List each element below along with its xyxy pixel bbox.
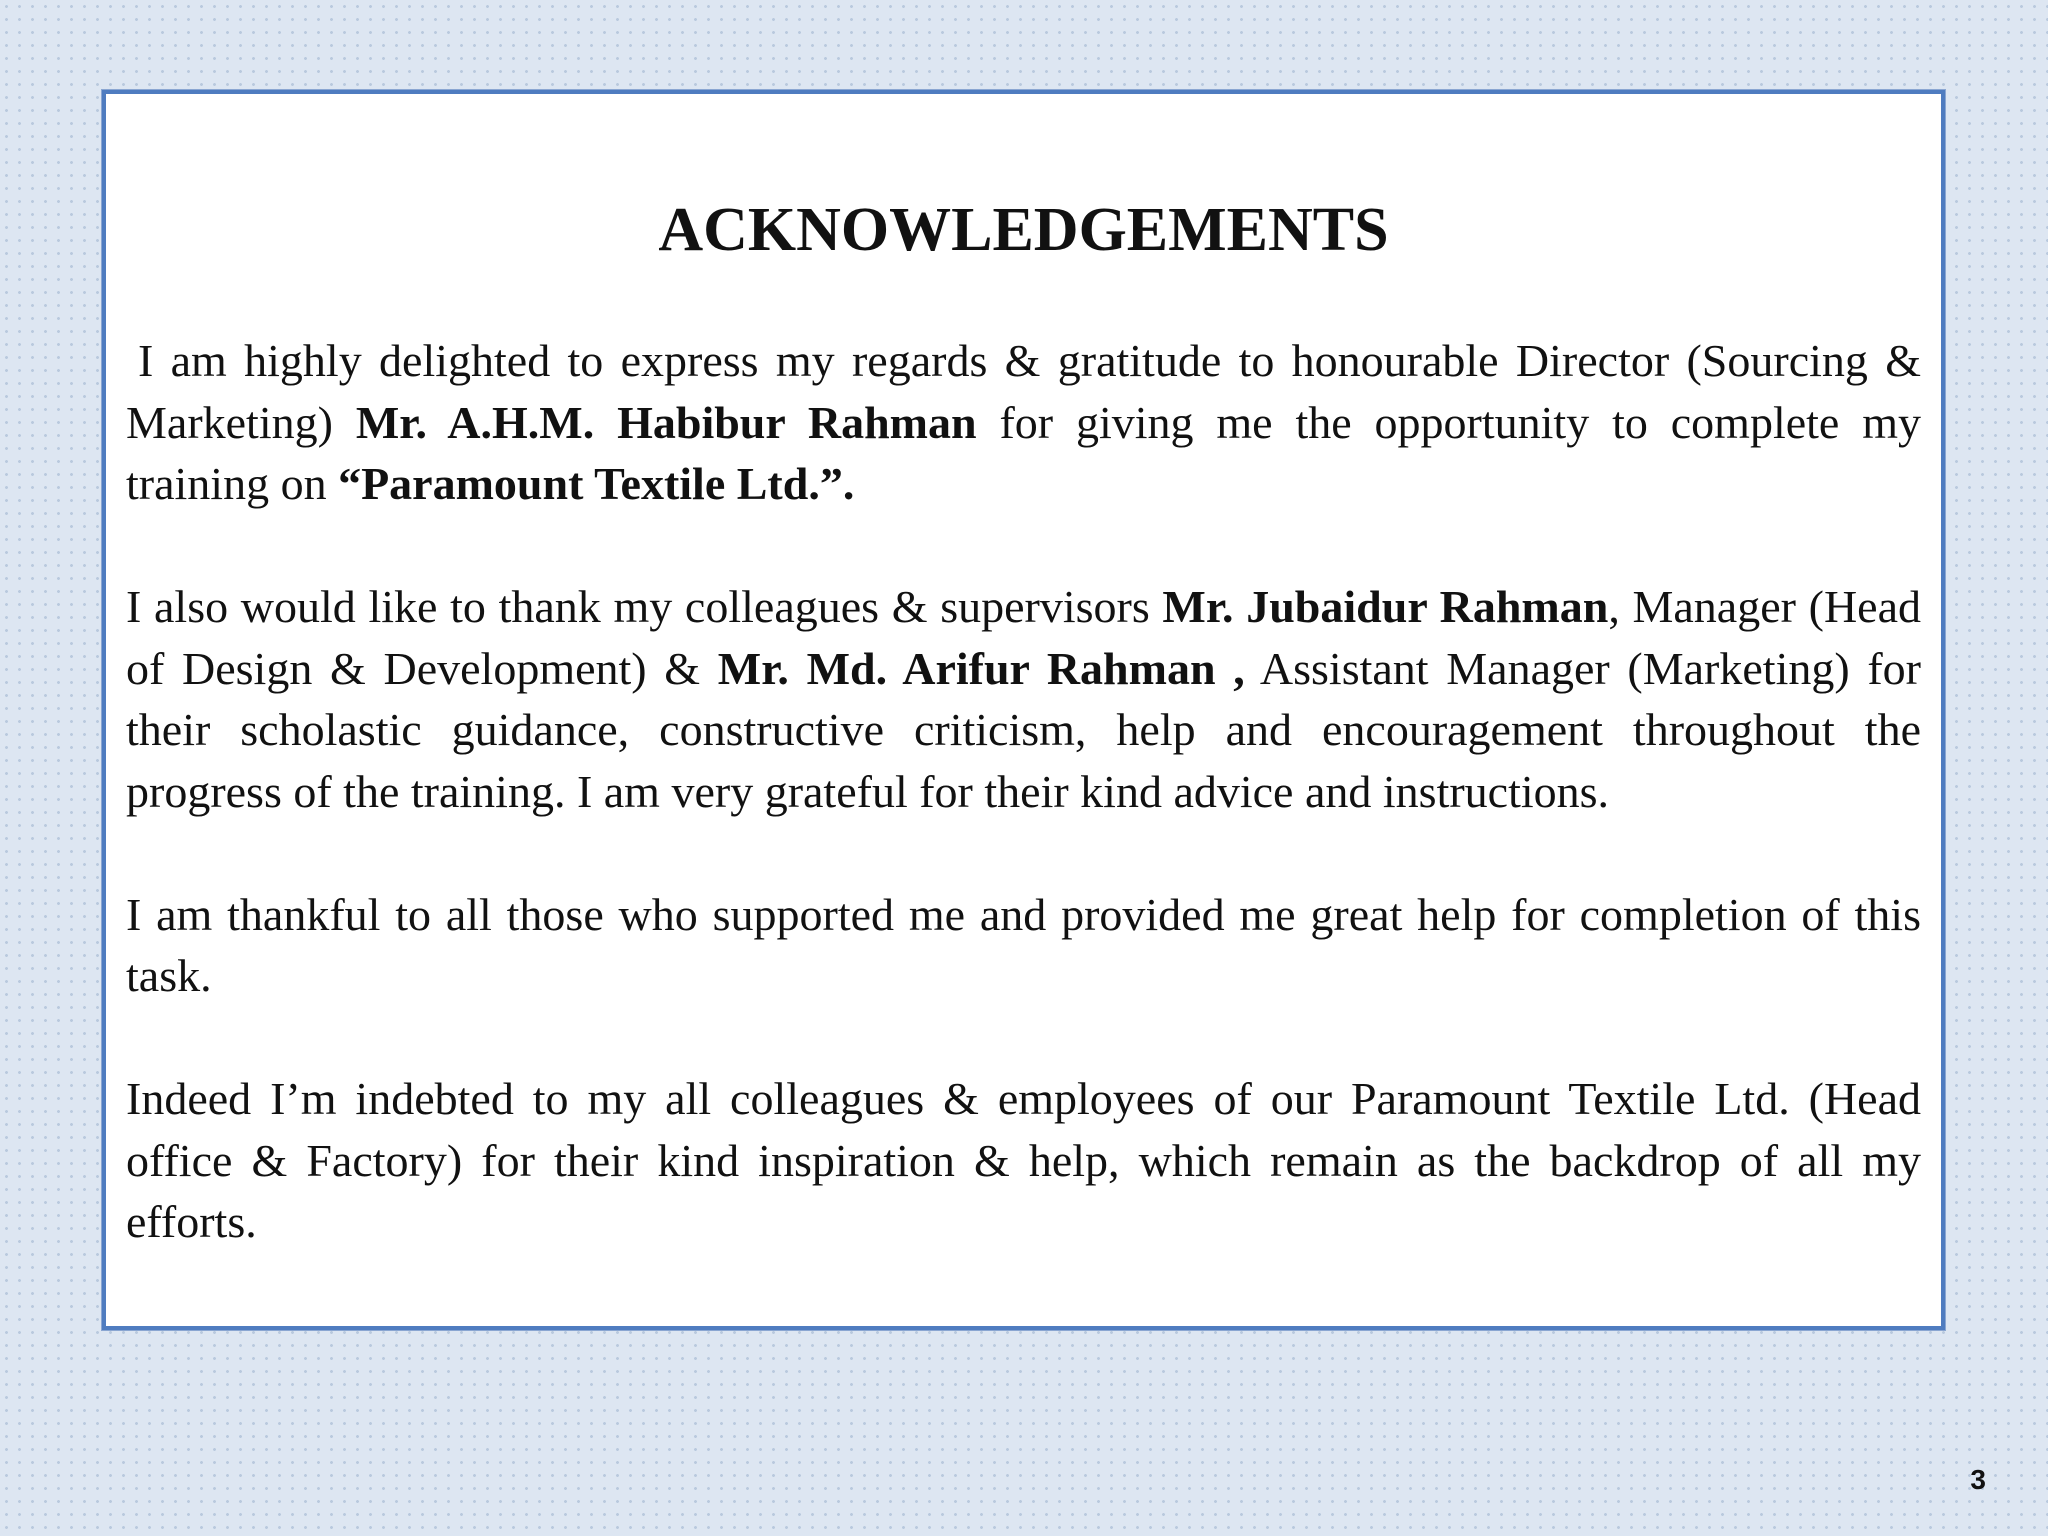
supervisor-name-1: Mr. Jubaidur Rahman [1162, 581, 1609, 632]
paragraph-2-text-a: I also would like to thank my colleagues & supervisors [126, 581, 1163, 632]
supervisor-name-2: Mr. Md. Arifur Rahman , [717, 642, 1245, 694]
paragraph-2-text-b: , Manager (Head of Design & Development) & [126, 581, 1922, 694]
paragraph-1 [126, 330, 1921, 515]
company-name: “Paramount Textile Ltd.”. [338, 458, 855, 509]
director-name: Mr. A.H.M. Habibur Rahman [355, 396, 977, 448]
page-title: ACKNOWLEDGEMENTS [658, 196, 1389, 264]
paragraph-1-text-b: for giving me the opportunity to complete my training on [126, 396, 1922, 509]
paragraph-2 [126, 576, 1921, 822]
document-body [126, 330, 1921, 1253]
paragraph-3: I am thankful to all those who supported me and provided me great help for completion of this task. [126, 888, 1921, 1001]
paragraph-2-text-c: Assistant Manager (Marketing) for their scholastic guidance, constructive criticism, help and encouragement throughout the progress of the training. I am very grateful for their kind advice and instructions. [126, 642, 1921, 817]
paragraph-4: Indeed I’m indebted to my all colleagues & employees of our Paramount Textile Ltd. (Head office & Factory) for their kind inspiration & help, which remain as the backdrop of all my efforts. [126, 1073, 1921, 1247]
paragraph-1-text-a: I am highly delighted to express my regards & gratitude to honourable Director (Sourcing & Marketing) [126, 335, 1921, 448]
page-number: 3 [1970, 1464, 1986, 1495]
document-panel [102, 90, 1945, 1330]
